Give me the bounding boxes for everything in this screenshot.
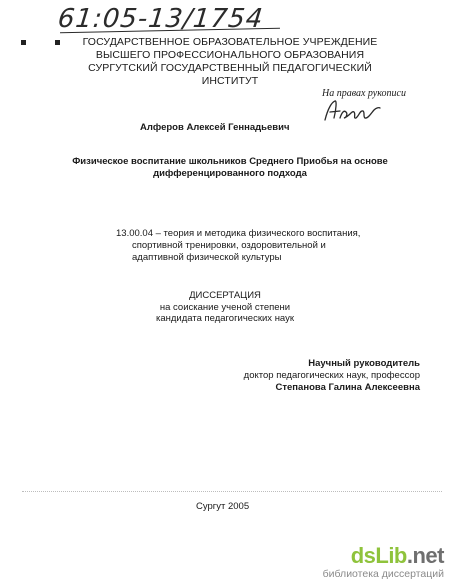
specialty-code [116, 228, 376, 264]
dissertation-type [120, 290, 330, 325]
institution-line: СУРГУТСКИЙ ГОСУДАРСТВЕННЫЙ ПЕДАГОГИЧЕСКИЙ ИНСТИТУТ [88, 62, 372, 87]
advisor-name: Степанова Галина Алексеевна [275, 382, 420, 393]
advisor-degree: доктор педагогических наук, профессор [243, 370, 420, 381]
watermark-subtitle: библиотека диссертаций [322, 568, 444, 580]
dissertation-title [40, 156, 420, 180]
logo-tld: .net [406, 543, 444, 568]
specialty-line: 13.00.04 – теория и методика физического воспитания, [116, 228, 361, 239]
institution-line: ГОСУДАРСТВЕННОЕ ОБРАЗОВАТЕЛЬНОЕ УЧРЕЖДЕНИЕ [82, 36, 378, 48]
author-name: Алферов Алексей Геннадьевич [140, 122, 290, 133]
dslib-watermark [323, 545, 444, 580]
logo-main: dsLib [350, 543, 407, 568]
archive-number: 61:05-13/1754 [56, 4, 265, 34]
specialty-line: спортивной тренировки, оздоровительной и [132, 240, 326, 251]
scan-artifact-line [22, 491, 442, 492]
degree-line: на соискание ученой степени [159, 301, 291, 313]
scientific-advisor [230, 358, 420, 394]
handwritten-signature [322, 98, 382, 124]
dslib-logo [323, 545, 444, 567]
title-line: дифференцированного подхода [153, 168, 307, 179]
degree-line: кандидата педагогических наук [155, 313, 295, 324]
institution-header [60, 36, 400, 88]
specialty-line: адаптивной физической культуры [132, 252, 282, 263]
institution-line: ВЫСШЕГО ПРОФЕССИОНАЛЬНОГО ОБРАЗОВАНИЯ [95, 49, 365, 61]
dissertation-heading: ДИССЕРТАЦИЯ [189, 290, 261, 301]
manuscript-note: На правах рукописи [322, 88, 406, 99]
city-year: Сургут 2005 [196, 501, 250, 512]
advisor-label: Научный руководитель [308, 358, 420, 369]
binder-mark [21, 40, 26, 45]
title-line: Физическое воспитание школьников Среднего Приобья на основе [72, 156, 388, 167]
